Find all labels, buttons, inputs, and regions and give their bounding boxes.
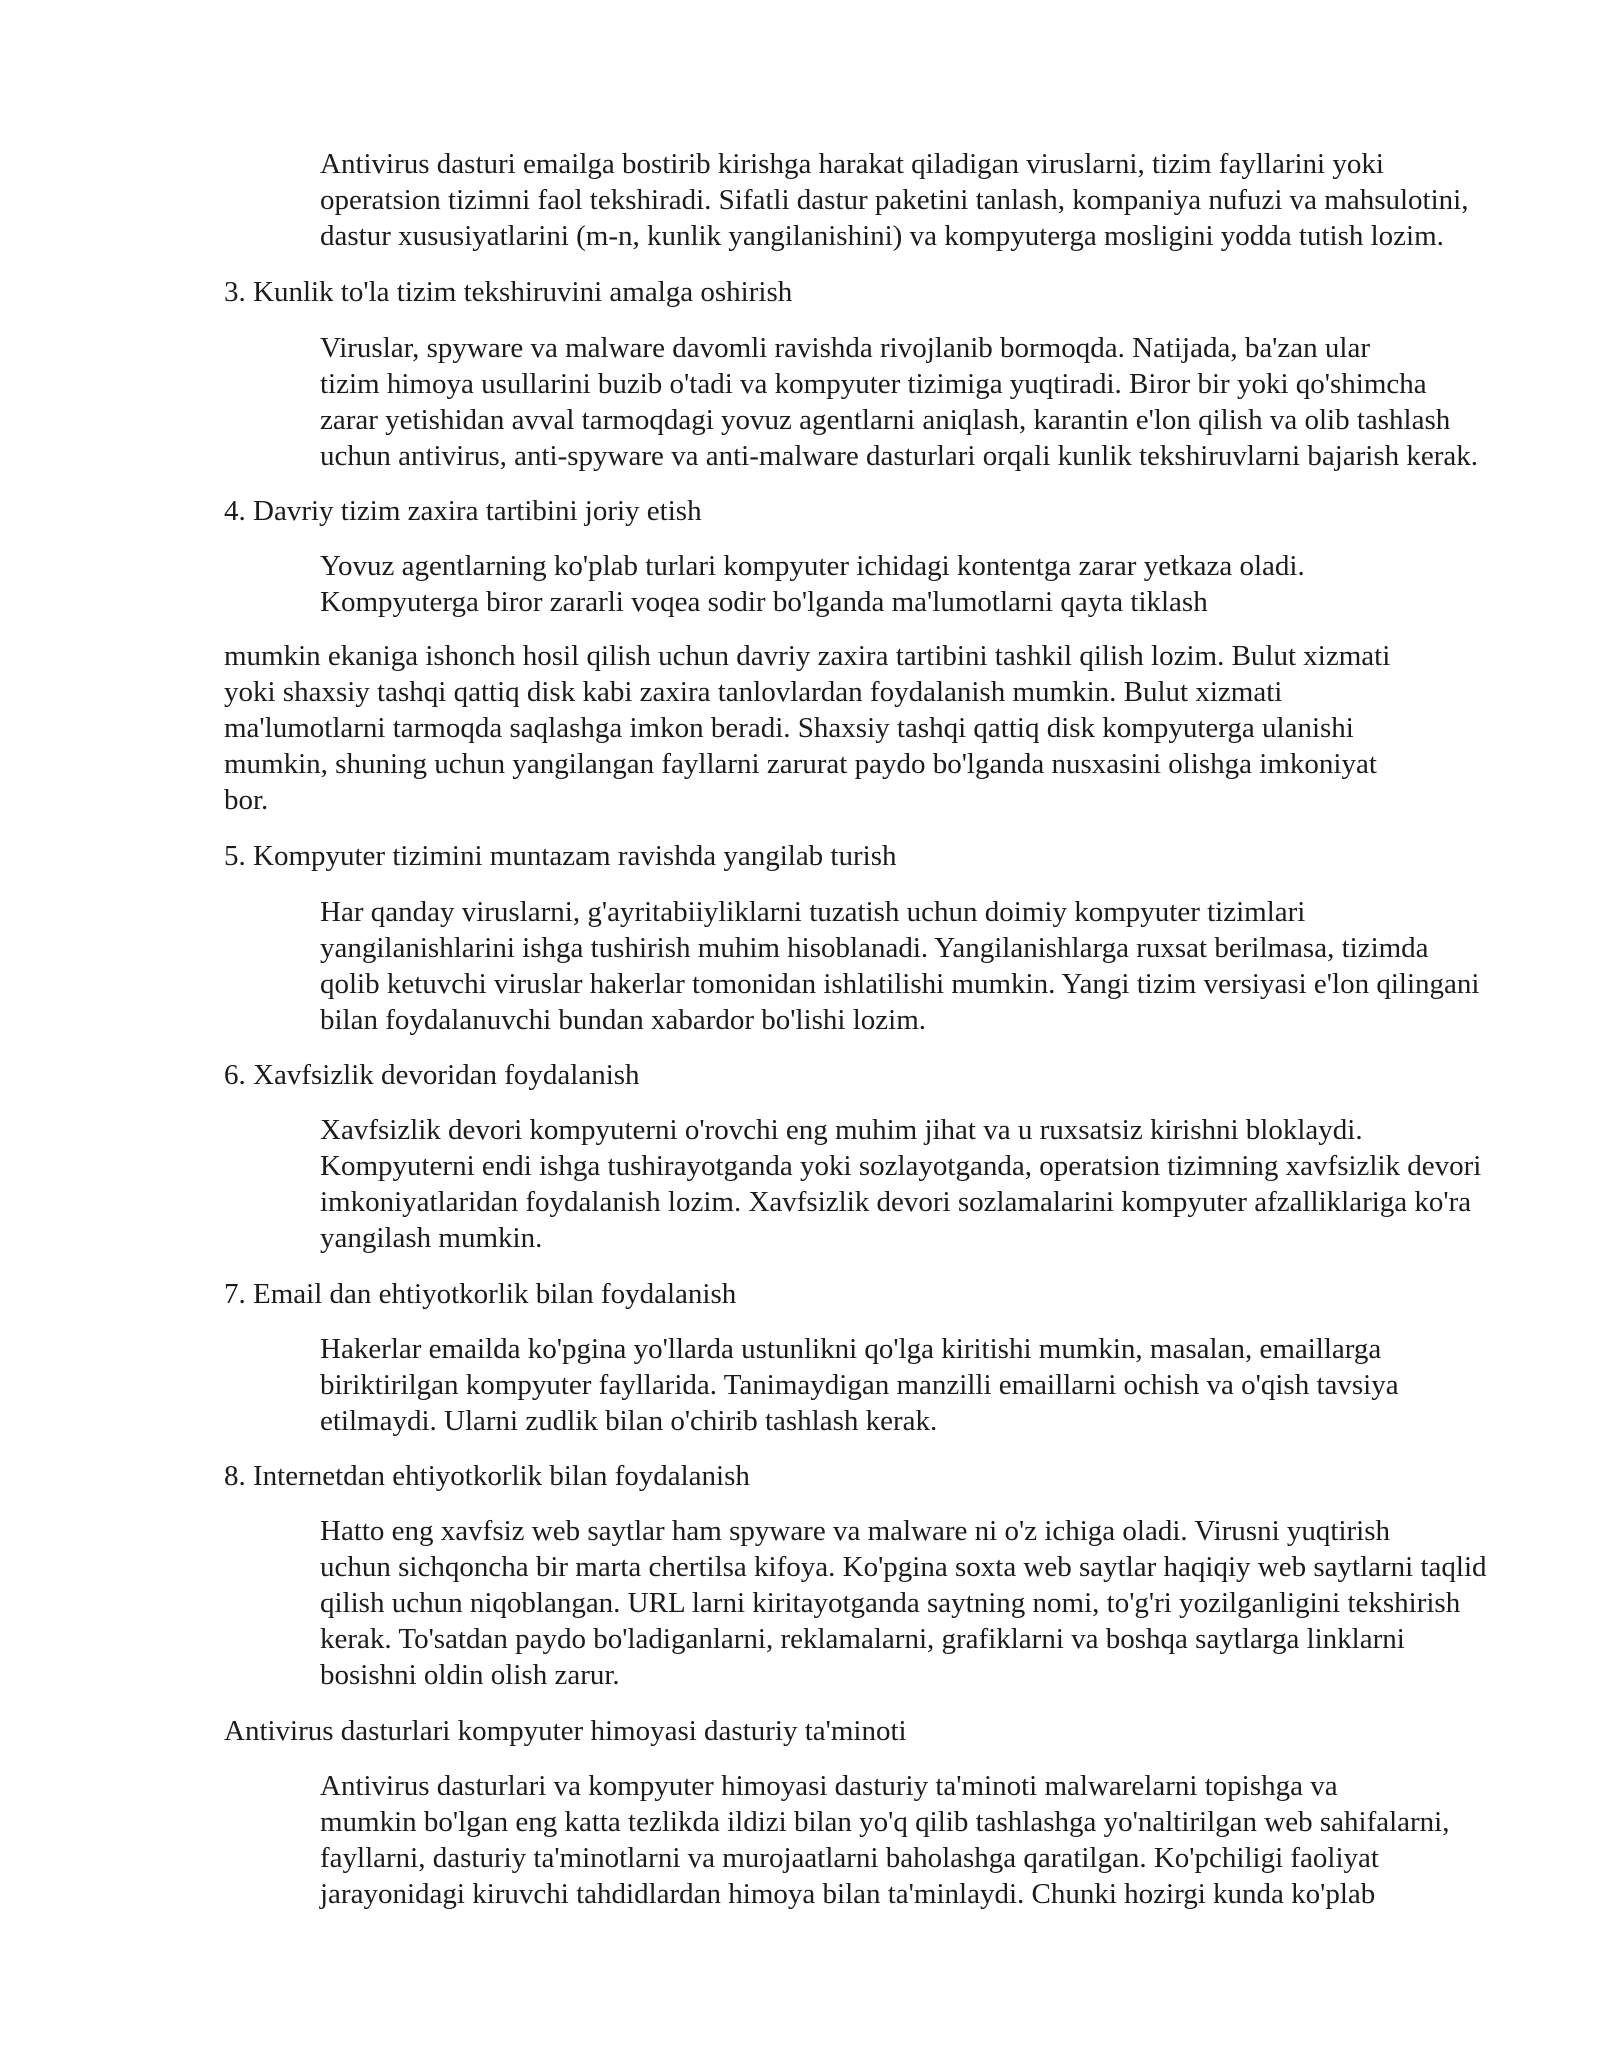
text-line: yangilash mumkin. — [320, 1222, 543, 1254]
paragraph-firewall — [224, 1112, 1500, 1256]
text-line: ma'lumotlarni tarmoqda saqlashga imkon beradi. Shaxsiy tashqi qattiq disk kompyuterga ulanishi — [224, 712, 1354, 744]
text-line: tizim himoya usullarini buzib o'tadi va kompyuter tizimiga yuqtiradi. Biror bir yoki qo'shimcha — [320, 368, 1427, 400]
text-line: mumkin bo'lgan eng katta tezlikda ildizi bilan yo'q qilib tashlashga yo'naltirilgan web sahifalarni, — [320, 1806, 1450, 1838]
text-line: Har qanday viruslarni, g'ayritabiiyliklarni tuzatish uchun doimiy kompyuter tizimlari — [320, 896, 1306, 928]
text-line: operatsion tizimni faol tekshiradi. Sifatli dastur paketini tanlash, kompaniya nufuzi va mahsulotini, — [320, 184, 1469, 216]
paragraph-backup-start — [224, 548, 1500, 620]
heading-5 — [224, 838, 1500, 874]
heading-7 — [224, 1276, 1500, 1312]
heading-text: 7. Email dan ehtiyotkorlik bilan foydalanish — [224, 1278, 737, 1310]
text-line: zarar yetishidan avval tarmoqdagi yovuz agentlarni aniqlash, karantin e'lon qilish va olib tashlash — [320, 404, 1451, 436]
text-line: Viruslar, spyware va malware davomli ravishda rivojlanib bormoqda. Natijada, ba'zan ular — [320, 332, 1370, 364]
text-line: yangilanishlarini ishga tushirish muhim hisoblanadi. Yangilanishlarga ruxsat berilmasa, tizimda — [320, 932, 1429, 964]
text-line: Hatto eng xavfsiz web saytlar ham spyware va malware ni o'z ichiga oladi. Virusni yuqtirish — [320, 1515, 1391, 1547]
paragraph-internet — [224, 1513, 1500, 1693]
text-line: Hakerlar emailda ko'pgina yo'llarda ustunlikni qo'lga kiritishi mumkin, masalan, emaillarga — [320, 1333, 1382, 1365]
heading-6 — [224, 1057, 1500, 1093]
paragraph-backup-continued — [224, 638, 1500, 818]
text-line: bilan foydalanuvchi bundan xabardor bo'lishi lozim. — [320, 1004, 927, 1036]
heading-text: 5. Kompyuter tizimini muntazam ravishda yangilab turish — [224, 840, 897, 872]
text-line: bosishni oldin olish zarur. — [320, 1659, 620, 1691]
heading-8 — [224, 1458, 1500, 1494]
text-line: uchun antivirus, anti-spyware va anti-malware dasturlari orqali kunlik tekshiruvlarni bajarish kerak. — [320, 440, 1479, 472]
text-line: jarayonidagi kiruvchi tahdidlardan himoya bilan ta'minlaydi. Chunki hozirgi kunda ko'plab — [320, 1878, 1376, 1910]
text-line: uchun sichqoncha bir marta chertilsa kifoya. Ko'pgina soxta web saytlar haqiqiy web saytlarni taqlid — [320, 1551, 1487, 1583]
text-line: Yovuz agentlarning ko'plab turlari kompyuter ichidagi kontentga zarar yetkaza oladi. — [320, 550, 1305, 582]
text-line: kerak. To'satdan paydo bo'ladiganlarni, reklamalarni, grafiklarni va boshqa saytlarga linklarni — [320, 1623, 1405, 1655]
paragraph-antivirus-software — [224, 1768, 1500, 1912]
text-line: Kompyuterni endi ishga tushirayotganda yoki sozlayotganda, operatsion tizimning xavfsizlik devori — [320, 1150, 1482, 1182]
heading-text: 3. Kunlik to'la tizim tekshiruvini amalga oshirish — [224, 276, 793, 308]
text-line: Antivirus dasturlari va kompyuter himoyasi dasturiy ta'minoti malwarelarni topishga va — [320, 1770, 1338, 1802]
paragraph-antivirus-intro — [224, 146, 1500, 254]
text-line: qilish uchun niqoblangan. URL larni kiritayotganda saytning nomi, to'g'ri yozilganligini tekshirish — [320, 1587, 1461, 1619]
text-line: qolib ketuvchi viruslar hakerlar tomonidan ishlatilishi mumkin. Yangi tizim versiyasi e'lon qilingani — [320, 968, 1480, 1000]
heading-text: Antivirus dasturlari kompyuter himoyasi dasturiy ta'minoti — [224, 1715, 907, 1747]
text-line: mumkin, shuning uchun yangilangan fayllarni zarurat paydo bo'lganda nusxasini olishga imkoniyat — [224, 748, 1377, 780]
text-line: biriktirilgan kompyuter fayllarida. Tanimaydigan manzilli emaillarni ochish va o'qish tavsiya — [320, 1369, 1399, 1401]
heading-text: 8. Internetdan ehtiyotkorlik bilan foydalanish — [224, 1460, 750, 1492]
text-line: etilmaydi. Ularni zudlik bilan o'chirib tashlash kerak. — [320, 1405, 938, 1437]
text-line: Antivirus dasturi emailga bostirib kirishga harakat qiladigan viruslarni, tizim fayllarini yoki — [320, 148, 1384, 180]
heading-antivirus-software — [224, 1713, 1500, 1749]
heading-text: 4. Davriy tizim zaxira tartibini joriy etish — [224, 495, 702, 527]
text-line: fayllarni, dasturiy ta'minotlarni va murojaatlarni baholashga qaratilgan. Ko'pchiligi faoliyat — [320, 1842, 1379, 1874]
paragraph-updates — [224, 894, 1500, 1038]
heading-4 — [224, 493, 1500, 529]
text-line: Xavfsizlik devori kompyuterni o'rovchi eng muhim jihat va u ruxsatsiz kirishni bloklaydi. — [320, 1114, 1363, 1146]
heading-3 — [224, 274, 1500, 310]
text-line: mumkin ekaniga ishonch hosil qilish uchun davriy zaxira tartibini tashkil qilish lozim. Bulut xizmati — [224, 640, 1391, 672]
text-line: dastur xususiyatlarini (m-n, kunlik yangilanishini) va kompyuterga mosligini yodda tutish lozim. — [320, 220, 1444, 252]
text-line: yoki shaxsiy tashqi qattiq disk kabi zaxira tanlovlardan foydalanish mumkin. Bulut xizmati — [224, 676, 1283, 708]
text-line: bor. — [224, 784, 269, 816]
paragraph-email — [224, 1331, 1500, 1439]
text-line: Kompyuterga biror zararli voqea sodir bo'lganda ma'lumotlarni qayta tiklash — [320, 586, 1208, 618]
heading-text: 6. Xavfsizlik devoridan foydalanish — [224, 1059, 640, 1091]
text-line: imkoniyatlaridan foydalanish lozim. Xavfsizlik devori sozlamalarini kompyuter afzalliklariga ko'ra — [320, 1186, 1472, 1218]
paragraph-daily-scan — [224, 330, 1500, 474]
